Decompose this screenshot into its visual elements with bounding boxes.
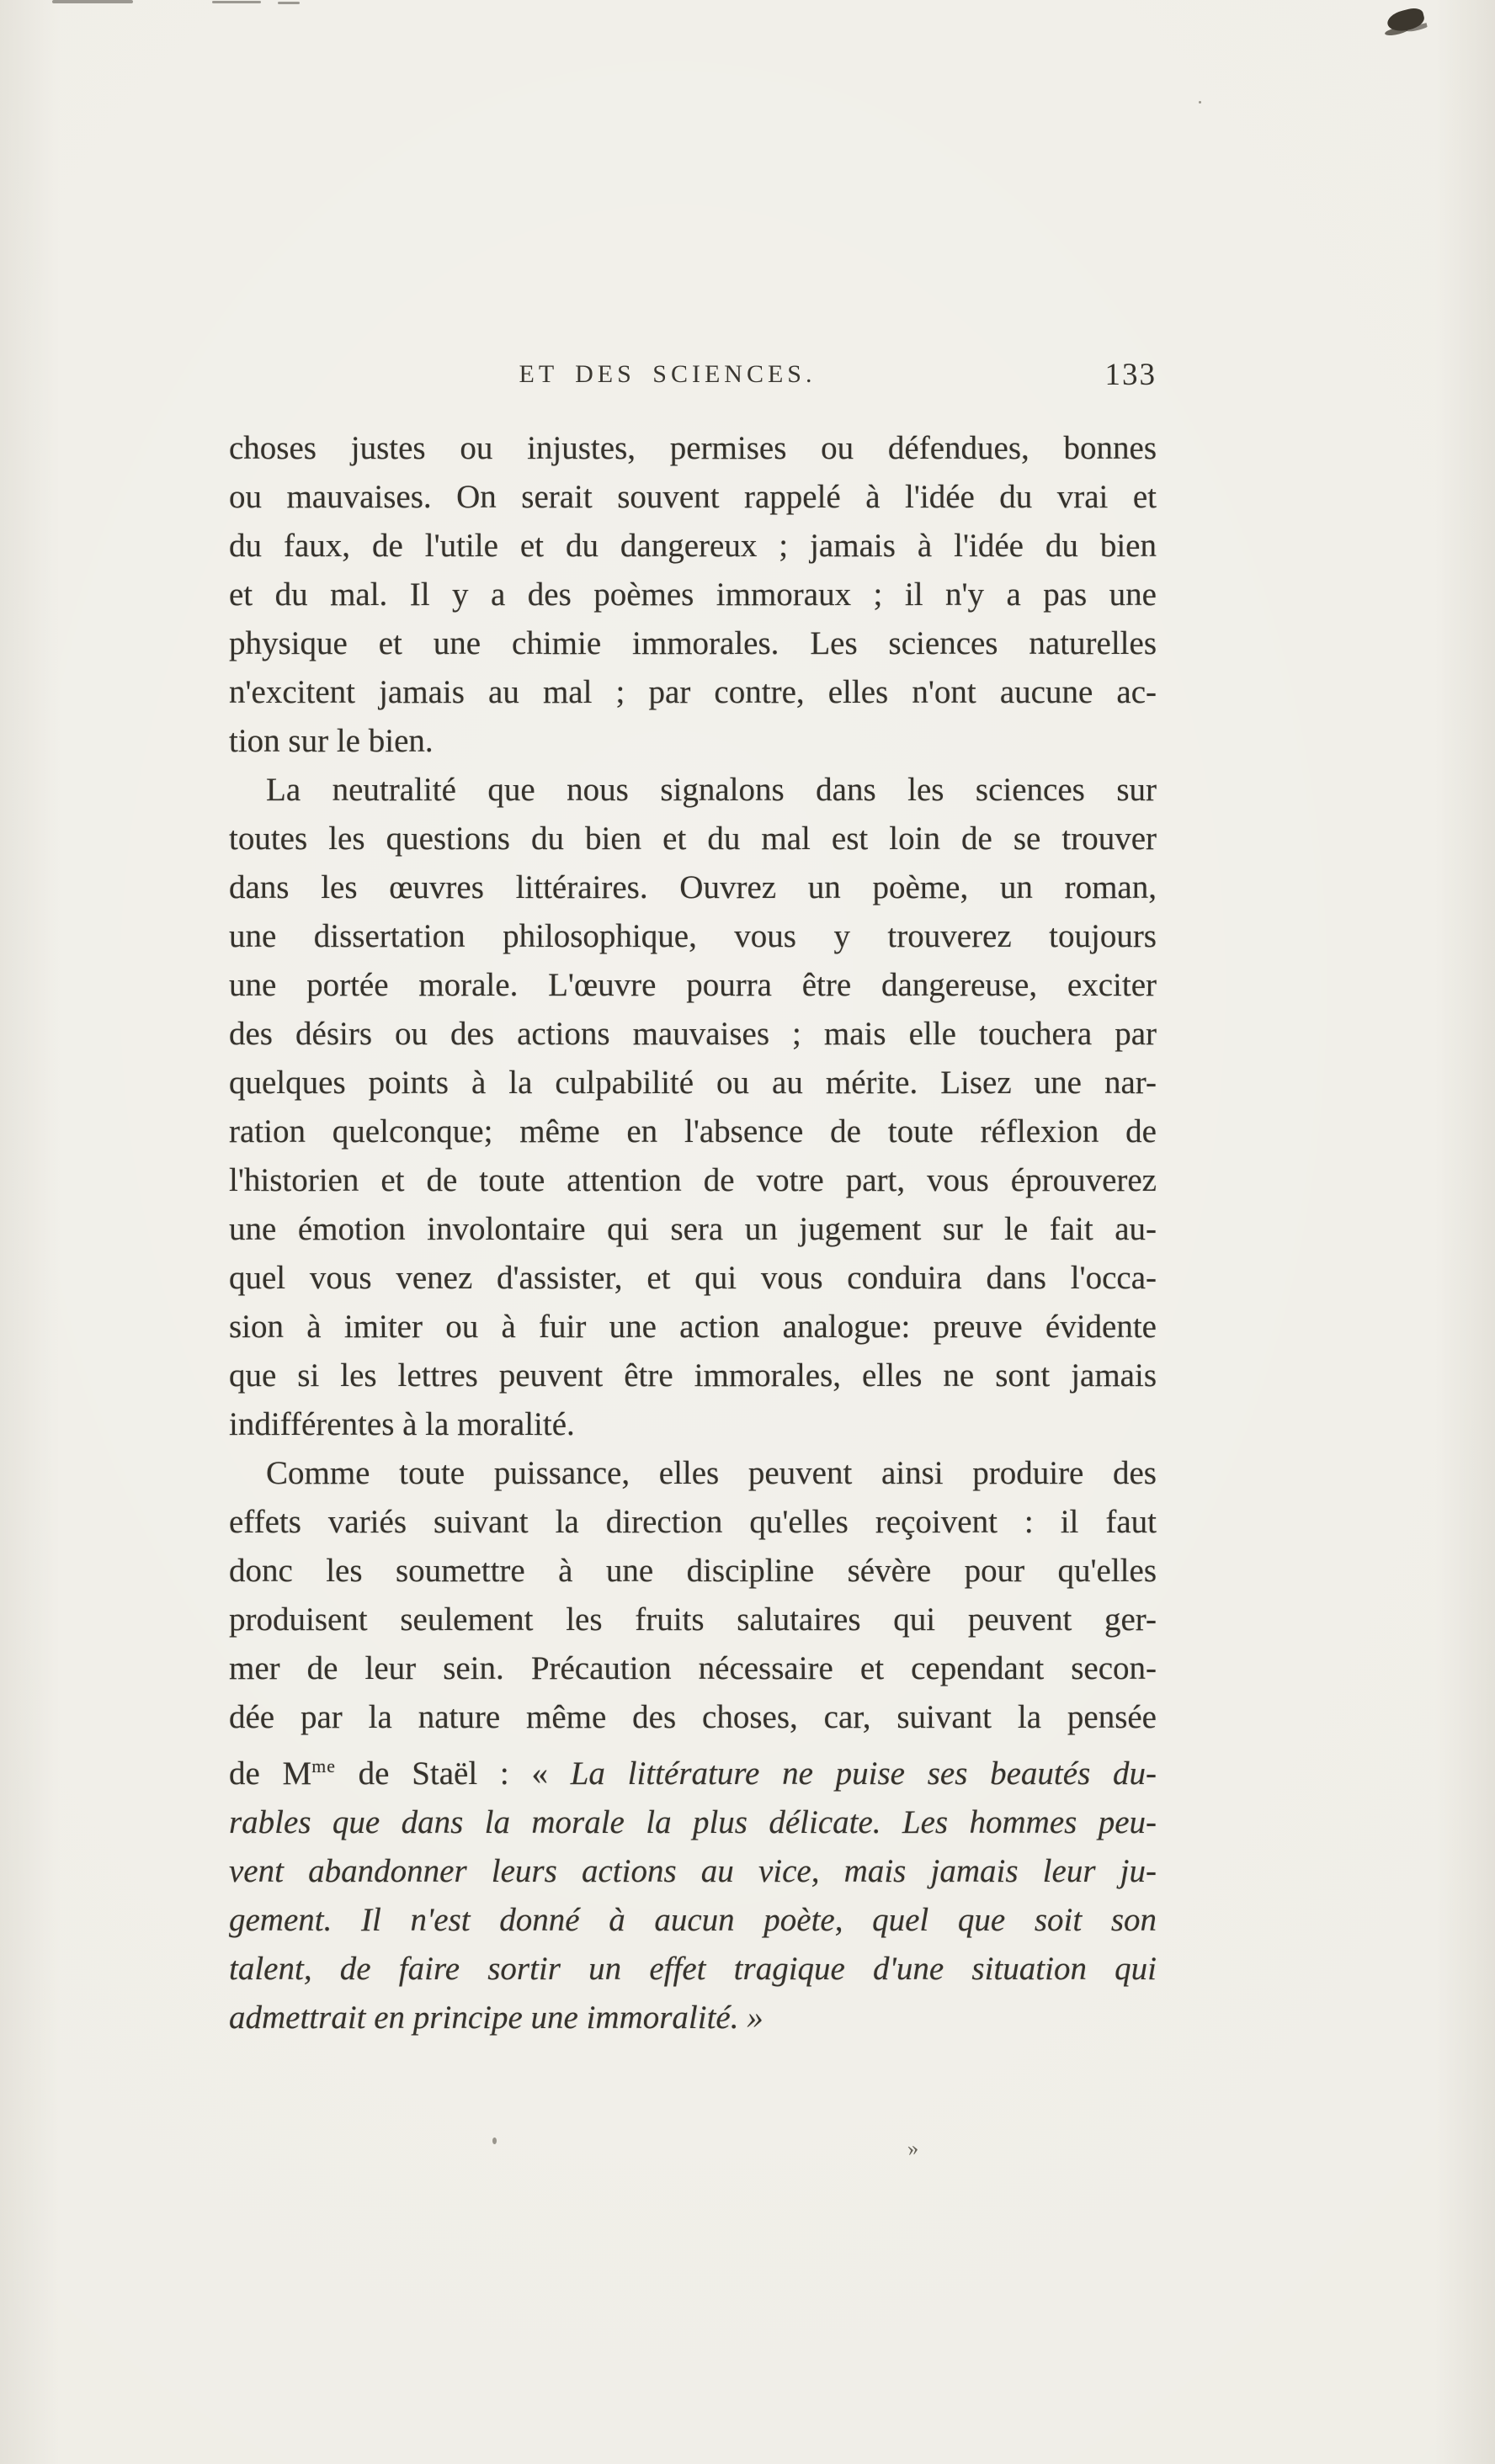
text-line — [229, 1693, 1157, 1742]
scan-edge-mark — [212, 1, 261, 3]
text-segment: choses justes ou injustes, permises ou défendues, bonnes — [229, 430, 1157, 466]
text-line — [229, 619, 1157, 668]
text-segment: tion sur le bien. — [229, 723, 434, 759]
text-segment: admettrait en principe une immoralité. » — [229, 1999, 763, 2036]
text-line — [229, 1896, 1157, 1945]
text-line — [229, 815, 1157, 863]
text-segment: talent, de faire sortir un effet tragique d'une situation qui — [229, 1951, 1157, 1987]
text-line — [229, 1107, 1157, 1156]
text-line — [229, 1994, 1157, 2042]
text-segment: indifférentes à la moralité. — [229, 1406, 575, 1442]
page-number: 133 — [1104, 358, 1157, 392]
text-line — [229, 1303, 1157, 1351]
running-title: ET DES SCIENCES. — [519, 360, 817, 388]
text-segment: ration quelconque; même en l'absence de toute réflexion de — [229, 1113, 1157, 1150]
text-segment: et du mal. Il y a des poèmes immoraux ; il n'y a pas une — [229, 576, 1157, 613]
text-line — [229, 766, 1157, 815]
text-line — [229, 1059, 1157, 1107]
text-segment: quelques points à la culpabilité ou au mérite. Lisez une nar- — [229, 1065, 1157, 1101]
text-segment: de Staël : « — [335, 1755, 571, 1792]
superscript-text: me — [311, 1756, 336, 1776]
text-line — [229, 1596, 1157, 1644]
text-line — [229, 668, 1157, 717]
paragraph — [229, 424, 1157, 766]
scan-edge-mark — [52, 0, 133, 3]
text-line — [229, 522, 1157, 571]
text-segment: La neutralité que nous signalons dans les sciences sur — [266, 772, 1157, 808]
text-segment: mer de leur sein. Précaution nécessaire et cependant secon- — [229, 1650, 1157, 1686]
text-segment: donc les soumettre à une discipline sévère pour qu'elles — [229, 1553, 1157, 1589]
scan-speck — [492, 2137, 497, 2144]
text-line — [229, 1254, 1157, 1303]
text-segment: physique et une chimie immorales. Les sciences naturelles — [229, 625, 1157, 661]
text-segment: toutes les questions du bien et du mal est loin de se trouver — [229, 820, 1157, 857]
text-line — [229, 1798, 1157, 1847]
page-header — [229, 360, 1157, 399]
scan-edge-mark — [278, 2, 300, 4]
text-line — [229, 961, 1157, 1010]
text-segment: rables que dans la morale la plus délicate. Les hommes peu- — [229, 1804, 1157, 1840]
text-line — [229, 1205, 1157, 1254]
text-segment: des désirs ou des actions mauvaises ; mais elle touchera par — [229, 1016, 1157, 1052]
text-line — [229, 1351, 1157, 1400]
text-segment: effets variés suivant la direction qu'elles reçoivent : il faut — [229, 1504, 1157, 1540]
text-segment: l'historien et de toute attention de votre part, vous éprouverez — [229, 1162, 1157, 1198]
text-segment: La littérature ne puise ses beautés du- — [570, 1755, 1157, 1792]
text-line — [229, 1156, 1157, 1205]
body-text — [229, 424, 1157, 2042]
text-line — [229, 571, 1157, 619]
text-segment: quel vous venez d'assister, et qui vous conduira dans l'occa- — [229, 1260, 1157, 1296]
text-segment: ou mauvaises. On serait souvent rappelé à l'idée du vrai et — [229, 479, 1157, 515]
text-line — [229, 1547, 1157, 1596]
paragraph — [229, 766, 1157, 1449]
text-segment: une dissertation philosophique, vous y trouverez toujours — [229, 918, 1157, 954]
text-segment: une émotion involontaire qui sera un jugement sur le fait au- — [229, 1211, 1157, 1247]
text-line — [229, 424, 1157, 473]
text-segment: dans les œuvres littéraires. Ouvrez un poème, un roman, — [229, 869, 1157, 905]
scan-artifact-mark: » — [905, 2135, 920, 2161]
text-segment: de M — [229, 1755, 312, 1792]
text-segment: Comme toute puissance, elles peuvent ainsi produire des — [266, 1455, 1157, 1491]
text-line — [229, 1847, 1157, 1896]
text-segment: n'excitent jamais au mal ; par contre, elles n'ont aucune ac- — [229, 674, 1157, 710]
text-line — [229, 912, 1157, 961]
text-segment: produisent seulement les fruits salutaires qui peuvent ger- — [229, 1601, 1157, 1638]
text-segment: du faux, de l'utile et du dangereux ; jamais à l'idée du bien — [229, 528, 1157, 564]
text-line — [229, 1945, 1157, 1994]
text-line — [229, 1449, 1157, 1498]
text-line — [229, 1742, 1157, 1798]
scan-speck — [1199, 101, 1201, 104]
text-line — [229, 473, 1157, 522]
text-segment: sion à imiter ou à fuir une action analogue: preuve évidente — [229, 1309, 1157, 1345]
text-segment: vent abandonner leurs actions au vice, mais jamais leur ju- — [229, 1853, 1157, 1889]
text-segment: une portée morale. L'œuvre pourra être dangereuse, exciter — [229, 967, 1157, 1003]
paragraph — [229, 1449, 1157, 2042]
text-line — [229, 1400, 1157, 1449]
text-segment: dée par la nature même des choses, car, suivant la pensée — [229, 1699, 1157, 1735]
text-line — [229, 717, 1157, 766]
ink-smudge — [1386, 6, 1426, 35]
text-line — [229, 1498, 1157, 1547]
text-line — [229, 1010, 1157, 1059]
text-block — [229, 360, 1157, 2042]
text-line — [229, 863, 1157, 912]
text-segment: que si les lettres peuvent être immorales, elles ne sont jamais — [229, 1357, 1157, 1394]
text-line — [229, 1644, 1157, 1693]
text-segment: gement. Il n'est donné à aucun poète, quel que soit son — [229, 1902, 1157, 1938]
